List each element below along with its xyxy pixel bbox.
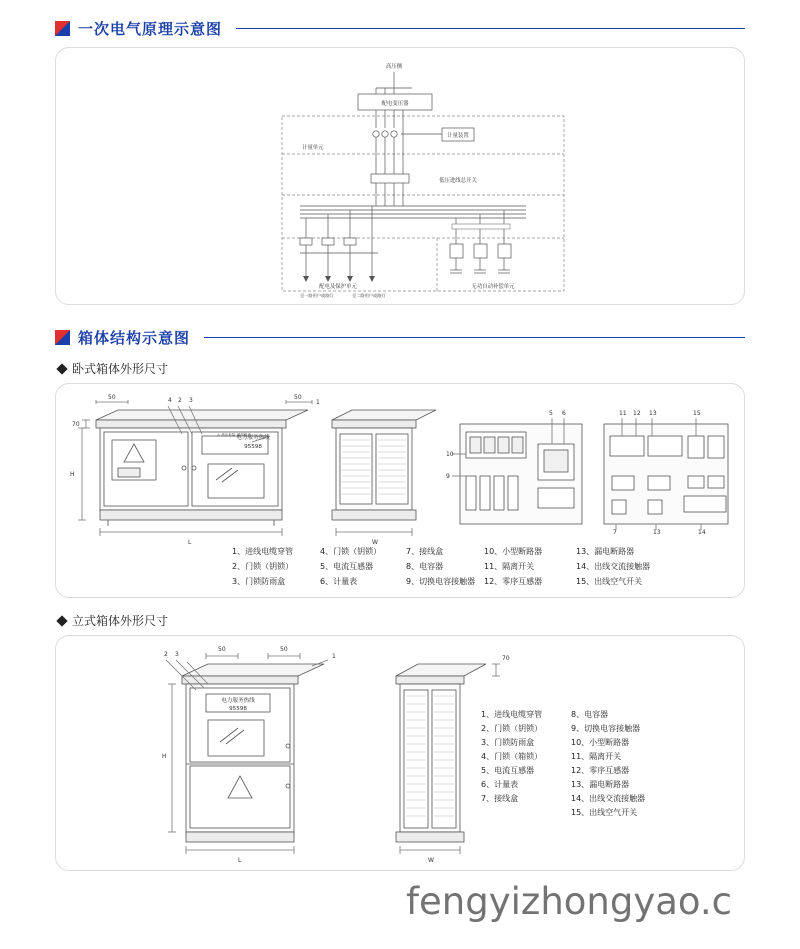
svg-text:50: 50: [294, 394, 302, 401]
subsection-header-horizontal: [58, 360, 800, 377]
svg-text:H: H: [162, 753, 167, 760]
divider: [204, 337, 745, 338]
svg-text:H: H: [70, 471, 75, 478]
legend-item: 15、出线空气开关: [571, 808, 638, 817]
svg-text:配电变压器: 配电变压器: [381, 101, 409, 107]
legend-item: 5、电流互感器: [481, 766, 535, 775]
legend-item: 3、门锁防雨盒: [481, 738, 535, 747]
svg-text:2: 2: [178, 397, 182, 404]
svg-text:计量单元: 计量单元: [302, 145, 324, 151]
svg-text:11: 11: [619, 410, 627, 417]
subsection-title: 卧式箱体外形尺寸: [72, 362, 169, 376]
legend-vertical-right: [571, 708, 645, 820]
svg-text:3: 3: [189, 397, 193, 404]
svg-text:无功自动补偿单元: 无功自动补偿单元: [471, 284, 515, 290]
legend-item: 10、小型断路器: [571, 738, 630, 747]
svg-text:50: 50: [218, 646, 226, 653]
diamond-bullet-icon: [56, 615, 67, 626]
svg-text:低压进线总开关: 低压进线总开关: [439, 178, 477, 184]
legend-item: 8、电容器: [571, 710, 609, 719]
subsection-header-vertical: [58, 612, 800, 629]
watermark: fengyizhongyao.c: [406, 880, 733, 923]
svg-text:4: 4: [168, 397, 172, 404]
legend-item: 1、进线电缆穿管: [481, 710, 543, 719]
svg-text:13: 13: [653, 529, 661, 536]
subsection-title: 立式箱体外形尺寸: [72, 614, 169, 628]
svg-text:计量装置: 计量装置: [447, 133, 469, 139]
svg-text:15: 15: [693, 410, 701, 417]
legend-item: 6、计量表: [481, 780, 519, 789]
section-title: 箱体结构示意图: [78, 329, 191, 347]
svg-text:14: 14: [698, 529, 706, 536]
svg-text:12: 12: [633, 410, 641, 417]
panel-horizontal-cabinet: [55, 383, 745, 598]
legend-horizontal: [232, 544, 672, 589]
panel-vertical-cabinet: [55, 635, 745, 871]
legend-item: 2、门锁（钥锁）: [232, 562, 294, 571]
svg-text:配电及保护单元: 配电及保护单元: [319, 284, 357, 290]
svg-text:电力服务热线: 电力服务热线: [236, 435, 270, 441]
flag-icon: [55, 330, 70, 345]
svg-text:1: 1: [316, 399, 320, 406]
legend-item: 15、出线空气开关: [576, 577, 643, 586]
svg-text:3: 3: [175, 651, 179, 658]
legend-item: 11、隔离开关: [484, 562, 535, 571]
legend-item: 10、小型断路器: [484, 547, 543, 556]
svg-text:高压侧: 高压侧: [385, 64, 403, 70]
legend-vertical-left: [481, 708, 542, 806]
svg-text:9: 9: [446, 473, 450, 480]
legend-item: 5、电流互感器: [320, 562, 374, 571]
legend-item: 4、门锁（箱锁）: [481, 752, 543, 761]
svg-text:至二路用户或路灯: 至二路用户或路灯: [352, 293, 386, 298]
svg-text:7: 7: [613, 529, 617, 536]
legend-item: 8、电容器: [406, 562, 444, 571]
section-header-cabinet-structure: [55, 327, 800, 348]
svg-text:70: 70: [502, 655, 510, 662]
svg-text:13: 13: [649, 410, 657, 417]
svg-text:电力服务热线: 电力服务热线: [221, 698, 255, 704]
svg-text:L: L: [188, 539, 192, 546]
legend-item: 11、隔离开关: [571, 752, 622, 761]
svg-text:50: 50: [108, 394, 116, 401]
section-title: 一次电气原理示意图: [78, 20, 223, 38]
svg-text:6: 6: [562, 410, 566, 417]
legend-item: 14、出线交流接触器: [571, 794, 646, 803]
legend-item: 6、计量表: [320, 577, 358, 586]
svg-text:10: 10: [446, 451, 454, 458]
section-header-primary-schematic: [55, 18, 800, 39]
legend-item: 12、零序互感器: [484, 577, 543, 586]
svg-text:5: 5: [549, 410, 553, 417]
legend-item: 14、出线交流接触器: [576, 562, 651, 571]
svg-text:95598: 95598: [244, 444, 262, 450]
panel-primary-schematic: [55, 47, 745, 305]
legend-item: 1、进线电缆穿管: [232, 547, 294, 556]
svg-text:70: 70: [72, 421, 80, 428]
svg-text:1: 1: [332, 653, 336, 660]
legend-item: 7、接线盒: [406, 547, 444, 556]
svg-text:L: L: [238, 857, 242, 864]
flag-icon: [55, 21, 70, 36]
svg-text:⚠ 高压危险 请勿靠近: ⚠ 高压危险 请勿靠近: [216, 433, 252, 437]
svg-text:50: 50: [280, 646, 288, 653]
legend-item: 3、门锁防雨盒: [232, 577, 286, 586]
svg-text:W: W: [428, 857, 434, 864]
svg-text:2: 2: [164, 651, 168, 658]
legend-item: 9、切换电容接触器: [571, 724, 641, 733]
primary-schematic-drawing: [56, 48, 746, 304]
divider: [236, 28, 745, 29]
legend-item: 12、零序互感器: [571, 766, 630, 775]
legend-item: 7、接线盒: [481, 794, 519, 803]
diamond-bullet-icon: [56, 363, 67, 374]
legend-item: 9、切换电容接触器: [406, 577, 476, 586]
legend-item: 13、漏电断路器: [571, 780, 630, 789]
svg-text:至一路用户或路灯: 至一路用户或路灯: [300, 293, 334, 298]
svg-text:95598: 95598: [229, 706, 247, 712]
legend-item: 4、门锁（钥锁）: [320, 547, 382, 556]
legend-item: 13、漏电断路器: [576, 547, 635, 556]
legend-item: 2、门锁（钥锁）: [481, 724, 543, 733]
svg-text:W: W: [372, 539, 378, 546]
